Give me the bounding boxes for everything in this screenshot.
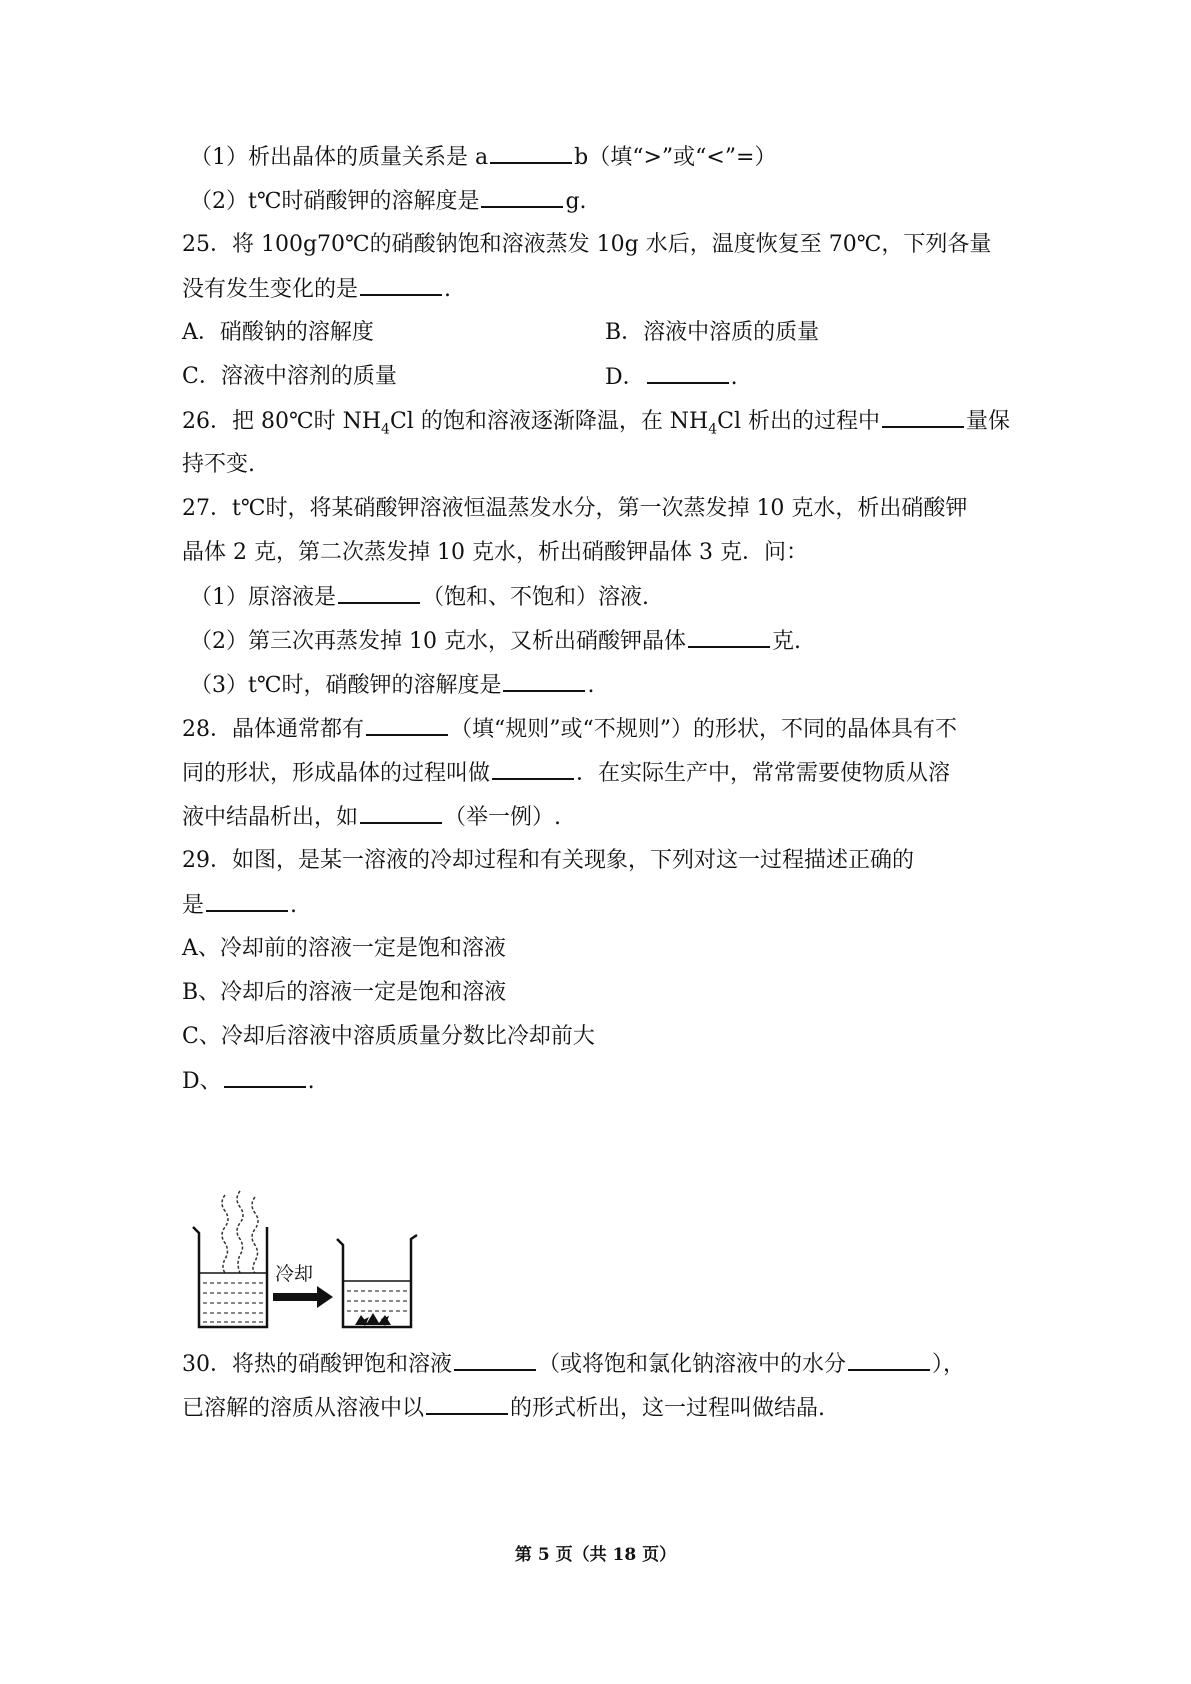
text: 液中结晶析出，如: [182, 805, 359, 830]
subscript: 4: [708, 421, 718, 438]
text: 同的形状，形成晶体的过程叫做: [182, 761, 491, 786]
steam-icon: [222, 1191, 258, 1273]
q26-stem-cont: [182, 450, 255, 480]
answer-blank: [206, 890, 288, 912]
text: Cl 析出的过程中: [717, 409, 881, 434]
text: （或将饱和氯化钠溶液中的水分: [538, 1352, 847, 1377]
text: ），: [932, 1352, 966, 1377]
beaker-cooling-figure: [185, 1185, 445, 1335]
text: B．溶液中溶质的质量: [605, 320, 820, 345]
q29-option-d: [182, 1066, 315, 1097]
text: .: [307, 1069, 315, 1094]
q25-option-a: [182, 318, 374, 348]
q24-item-1: [190, 142, 776, 173]
answer-blank: [647, 362, 729, 384]
q30-stem-cont: [182, 1393, 825, 1424]
q26-stem: [182, 406, 1010, 444]
text: .: [587, 673, 595, 698]
q29-stem-cont: [182, 890, 297, 921]
text: （2）t℃时硝酸钾的溶解度是: [190, 189, 480, 214]
subscript: 4: [381, 421, 390, 438]
text: （2）第三次再蒸发掉 10 克水，又析出硝酸钾晶体: [190, 629, 686, 654]
text: （填“规则”或“不规则”）的形状，不同的晶体具有不: [450, 717, 957, 742]
text: 没有发生变化的是: [182, 277, 359, 302]
q27-item-1: [190, 582, 649, 613]
q27-stem: [182, 494, 967, 524]
text: 26．把 80℃时 NH: [182, 409, 382, 434]
text: .: [730, 365, 738, 390]
text: 30．将热的硝酸钾饱和溶液: [182, 1352, 452, 1377]
arrow-label: 冷却: [275, 1263, 314, 1285]
text: （饱和、不饱和）溶液.: [422, 585, 649, 610]
answer-blank: [688, 626, 770, 648]
text: 29．如图，是某一溶液的冷却过程和有关现象，下列对这一过程描述正确的: [182, 848, 914, 873]
beaker-after-icon: [337, 1235, 417, 1327]
answer-blank: [490, 142, 572, 164]
answer-blank: [454, 1349, 536, 1371]
text: C．溶液中溶剂的质量: [182, 364, 397, 389]
text: 28．晶体通常都有: [182, 717, 364, 742]
answer-blank: [224, 1066, 306, 1088]
text: 持不变.: [182, 452, 255, 477]
crystal-icon: [355, 1313, 391, 1326]
text: b（填“>”或“<”=）: [574, 145, 777, 170]
q25-option-c: [182, 362, 397, 392]
q30-stem: [182, 1349, 965, 1380]
text: .: [290, 893, 298, 918]
answer-blank: [848, 1349, 930, 1371]
text: 已溶解的溶质从溶液中以: [182, 1396, 425, 1421]
q24-item-2: [190, 186, 587, 217]
text: （1）原溶液是: [190, 585, 336, 610]
page-footer: 第 5 页（共 18 页）: [514, 1545, 677, 1565]
q29-stem: [182, 846, 914, 876]
answer-blank: [481, 186, 563, 208]
q29-option-a: [182, 934, 506, 964]
text: 的形式析出，这一过程叫做结晶.: [510, 1396, 826, 1421]
text: g.: [565, 189, 587, 214]
text: （举一例）.: [444, 805, 562, 830]
text: （1）析出晶体的质量关系是 a: [190, 145, 489, 170]
text: 是: [182, 893, 205, 918]
q28-stem-cont-2: [182, 802, 561, 833]
answer-blank: [426, 1393, 508, 1415]
text: 25．将 100g70℃的硝酸钠饱和溶液蒸发 10g 水后，温度恢复至 70℃，下列各量: [182, 232, 992, 257]
answer-blank: [503, 670, 585, 692]
q29-option-c: [182, 1022, 595, 1052]
q27-item-3: [190, 670, 594, 701]
q25-stem-cont: [182, 274, 451, 305]
text: 27．t℃时，将某硝酸钾溶液恒温蒸发水分，第一次蒸发掉 10 克水，析出硝酸钾: [182, 496, 968, 521]
answer-blank: [338, 582, 420, 604]
text: 晶体 2 克，第二次蒸发掉 10 克水，析出硝酸钾晶体 3 克．问：: [182, 540, 808, 565]
text: 量保: [966, 409, 1011, 434]
answer-blank: [882, 406, 964, 428]
text: D．: [605, 365, 645, 390]
answer-blank: [492, 758, 574, 780]
arrow-icon: [273, 1286, 333, 1308]
q28-stem: [182, 714, 957, 745]
q27-item-2: [190, 626, 801, 657]
q27-stem-cont: [182, 538, 808, 568]
answer-blank: [360, 802, 442, 824]
q25-option-b: [605, 318, 819, 348]
answer-blank: [366, 714, 448, 736]
text: （3）t℃时，硝酸钾的溶解度是: [190, 673, 502, 698]
q25-stem: [182, 230, 991, 260]
text: 克.: [771, 629, 801, 654]
text: ．在实际生产中，常常需要使物质从溶: [576, 761, 951, 786]
text: A、冷却前的溶液一定是饱和溶液: [182, 936, 506, 961]
text: C、冷却后溶液中溶质质量分数比冷却前大: [182, 1024, 595, 1049]
text: Cl 的饱和溶液逐渐降温，在 NH: [389, 409, 709, 434]
q28-stem-cont: [182, 758, 950, 789]
text: A．硝酸钠的溶解度: [182, 320, 374, 345]
beaker-before-icon: [193, 1227, 267, 1327]
text: .: [444, 277, 452, 302]
answer-blank: [360, 274, 442, 296]
q29-option-b: [182, 978, 506, 1008]
q25-option-d: [605, 362, 738, 393]
text: B、冷却后的溶液一定是饱和溶液: [182, 980, 507, 1005]
text: D、: [182, 1069, 222, 1094]
